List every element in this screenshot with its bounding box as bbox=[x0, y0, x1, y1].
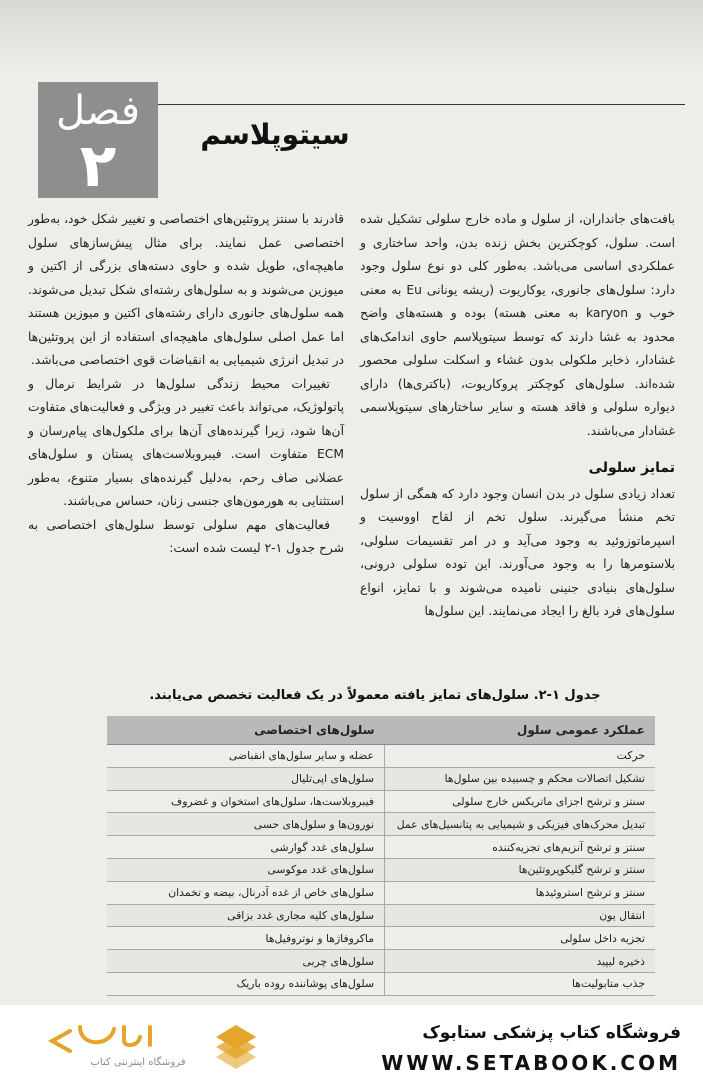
header-rule bbox=[158, 104, 685, 105]
table-header-cells: سلول‌های اختصاصی bbox=[107, 716, 385, 745]
function-cell: تجزیه داخل سلولی bbox=[385, 927, 656, 950]
table-row bbox=[107, 790, 655, 813]
table-header-function: عملکرد عمومی سلول bbox=[385, 716, 656, 745]
specialized-cell: عضله و سایر سلول‌های انقباضی bbox=[107, 745, 385, 768]
cell-function-table bbox=[107, 716, 655, 996]
function-cell: انتقال یون bbox=[385, 904, 656, 927]
paragraph-differentiation: تعداد زیادی سلول در بدن انسان وجود دارد که همگی از سلول تخم منشأ می‌گیرند. سلول تخم از لقاح اووسیت و اسپرماتوزوئید به وجود می‌آید و در امر تقسیمات سلولی، بلاستومرها را به وجود می‌آورند. این توده سلولی درونی، سلول‌های بنیادی جنینی نامیده می‌شوند و با تمایز، انواع سلول‌های فرد بالغ را ایجاد می‌نمایند. این سلول‌ها bbox=[360, 486, 675, 618]
section-heading: تمایز سلولی bbox=[588, 460, 675, 476]
function-cell: تشکیل اتصالات محکم و چسبیده بین سلول‌ها bbox=[385, 767, 656, 790]
paragraph-specialization: قادرند با سنتز پروتئین‌های اختصاصی و تغییر شکل خود، به‌طور اختصاصی عمل نمایند. برای مثال پیش‌سازهای سلول ماهیچه‌ای، طویل شده و حاوی دسته‌های بزرگی از اکتین و میوزین می‌شوند و به سلول‌های رشته‌ای شکل تبدیل می‌شوند. همه سلول‌های جانوری دارای رشته‌های اکتین و میوزین هستند اما عمل اصلی سلول‌های ماهیچه‌ای استفاده از این پروتئین‌ها در تبدیل انرژی شیمیایی به انقباضات قوی اختصاصی می‌باشد. bbox=[28, 212, 344, 367]
specialized-cell: سلول‌های اپی‌تلیال bbox=[107, 767, 385, 790]
previous-page-bleed bbox=[0, 0, 703, 70]
table-row bbox=[107, 745, 655, 768]
table-row bbox=[107, 972, 655, 995]
chapter-box bbox=[38, 82, 158, 201]
function-cell: جذب متابولیت‌ها bbox=[385, 972, 656, 995]
table-row bbox=[107, 881, 655, 904]
table-row bbox=[107, 904, 655, 927]
table-row bbox=[107, 927, 655, 950]
function-cell: سنتز و ترشح اجزای ماتریکس خارج سلولی bbox=[385, 790, 656, 813]
specialized-cell: سلول‌های چربی bbox=[107, 950, 385, 973]
function-cell: ذخیره لیپید bbox=[385, 950, 656, 973]
function-cell: سنتز و ترشح استروئیدها bbox=[385, 881, 656, 904]
chapter-number: ۲ bbox=[79, 131, 117, 201]
store-name: فروشگاه کتاب پزشکی ستابوک bbox=[422, 1023, 681, 1043]
table-row bbox=[107, 836, 655, 859]
function-cell: سنتز و ترشح آنزیم‌های تجزیه‌کننده bbox=[385, 836, 656, 859]
left-column bbox=[28, 208, 344, 561]
specialized-cell: نورون‌ها و سلول‌های حسی bbox=[107, 813, 385, 836]
paragraph-environment: تغییرات محیط زندگی سلول‌ها در شرایط نرمال و پاتولوژیک، می‌تواند باعث تغییر در ویژگی و فعالیت‌های متفاوت آن‌ها شود، زیرا گیرنده‌های آن‌ها برای ملکول‌های پیام‌رسان و ECM متفاوت است. فیبروبلاست‌های پستان و سلول‌های عضلانی صاف رحم، به‌دلیل گیرنده‌های بسیار متنوع، به‌طور استثنایی به هورمون‌های جنسی زنان، حساس می‌باشند. bbox=[28, 376, 344, 508]
specialized-cell: سلول‌های کلیه مجاری غدد بزاقی bbox=[107, 904, 385, 927]
specialized-cell: سلول‌های پوشاننده روده باریک bbox=[107, 972, 385, 995]
setabook-logo bbox=[30, 1019, 270, 1069]
paragraph-table-ref: فعالیت‌های مهم سلولی توسط سلول‌های اختصاصی به شرح جدول ۱-۲ لیست شده است: bbox=[28, 517, 344, 555]
specialized-cell: سلول‌های غدد گوارشی bbox=[107, 836, 385, 859]
function-cell: حرکت bbox=[385, 745, 656, 768]
right-column bbox=[360, 208, 675, 624]
table-row bbox=[107, 858, 655, 881]
chapter-title: سیتوپلاسم bbox=[200, 118, 350, 151]
specialized-cell: فیبروبلاست‌ها، سلول‌های استخوان و غضروف bbox=[107, 790, 385, 813]
function-cell: تبدیل محرک‌های فیزیکی و شیمیایی به پتانسیل‌های عمل bbox=[385, 813, 656, 836]
logo-wordmark-icon bbox=[52, 1027, 150, 1051]
table-row bbox=[107, 767, 655, 790]
paragraph-intro: بافت‌های جانداران، از سلول و ماده خارج سلولی تشکیل شده است. سلول، کوچکترین بخش زنده بدن، واحد ساختاری و عملکردی اساسی می‌باشد. به‌طور کلی دو نوع سلول وجود دارد: سلول‌های جانوری، یوکاریوت (ریشه یونانی Eu به معنی خوب و karyon به معنی هسته) بوده و هسته‌های واضح محدود به غشا دارند که توسط سیتوپلاسم حاوی اندامک‌های غشادار، ذخایر ملکولی بدون غشاء و اسکلت سلولی محصور شده‌اند. سلول‌های کوچکتر پروکاریوت، (باکتری‌ها) دارای دیواره سلولی و فاقد هسته و سایر ساختارهای سیتوپلاسمی غشادار می‌باشند. bbox=[360, 212, 675, 438]
store-url: WWW.SETABOOK.COM bbox=[381, 1051, 681, 1075]
table-caption: جدول ۱-۲. سلول‌های تمایز یافته معمولاً در یک فعالیت تخصص می‌یابند. bbox=[149, 688, 601, 703]
table-header-row bbox=[107, 716, 655, 745]
logo-tagline: فروشگاه اینترنتی کتاب bbox=[90, 1057, 186, 1068]
table-row bbox=[107, 813, 655, 836]
specialized-cell: سلول‌های غدد موکوسی bbox=[107, 858, 385, 881]
table-row bbox=[107, 950, 655, 973]
logo-chevron-icon bbox=[216, 1025, 256, 1069]
specialized-cell: ماکروفاژها و نوتروفیل‌ها bbox=[107, 927, 385, 950]
store-footer bbox=[0, 1005, 703, 1080]
function-cell: سنتز و ترشح گلیکوپروتئین‌ها bbox=[385, 858, 656, 881]
chapter-word: فصل bbox=[55, 88, 141, 134]
specialized-cell: سلول‌های خاص از غده آدرنال، بیضه و تخمدان bbox=[107, 881, 385, 904]
